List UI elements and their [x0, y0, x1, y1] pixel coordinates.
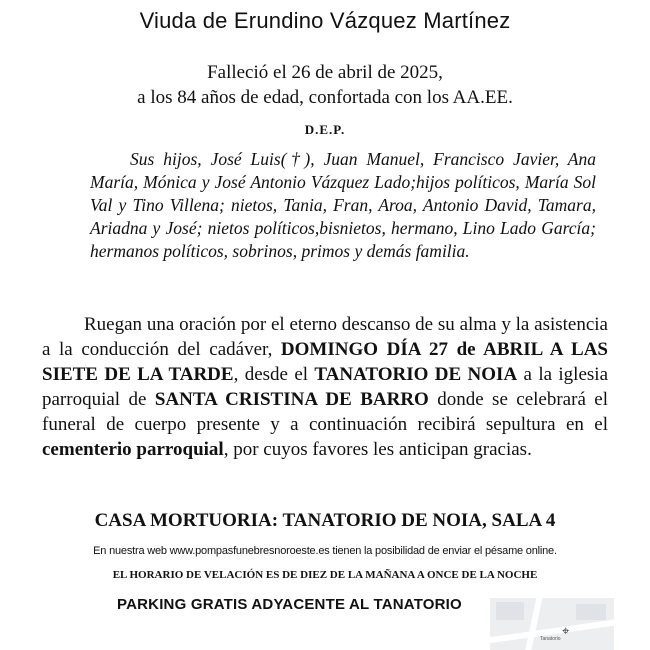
location-map: [490, 598, 614, 650]
prayer-cemetery: cementerio parroquial: [42, 439, 224, 460]
prayer-text-2: , desde el: [233, 364, 315, 385]
prayer-date-time: DOMINGO DÍA 27 de ABRIL A LAS SIETE DE LA TARDE: [42, 339, 608, 385]
death-notice: [0, 60, 650, 110]
parking-note: PARKING GRATIS ADYACENTE AL TANATORIO: [117, 596, 462, 613]
casa-mortuoria: CASA MORTUORIA: TANATORIO DE NOIA, SALA 4: [94, 510, 556, 531]
dep-label: D.E.P.: [304, 122, 346, 137]
prayer-text-3: a la iglesia parroquial de: [42, 364, 609, 410]
prayer-paragraph: [42, 312, 608, 462]
prayer-tanatorio: TANATORIO DE NOIA: [314, 364, 518, 385]
prayer-text-5: , por cuyos favores les anticipan gracias.: [223, 439, 532, 460]
map-pin-icon: ⌖: [562, 624, 570, 639]
prayer-text-4: donde se celebrará el funeral de cuerpo presente y a continuación recibirá sepultura en el: [42, 389, 608, 435]
death-date-line: Falleció el 26 de abril de 2025,: [207, 62, 443, 83]
viewing-hours: EL HORARIO DE VELACIÓN ES DE DIEZ DE LA MAÑANA A ONCE DE LA NOCHE: [112, 569, 538, 581]
widow-of-line: Viuda de Erundino Vázquez Martínez: [139, 8, 511, 33]
map-label: Tanatorio: [540, 636, 561, 642]
map-road: [522, 598, 545, 650]
web-condolence-note: En nuestra web www.pompasfunebresnoroeste.es tienen la posibilidad de enviar el pésame online.: [93, 545, 557, 557]
map-block: [576, 604, 606, 620]
family-list: Sus hijos, José Luis(†), Juan Manuel, Francisco Javier, Ana María, Mónica y José Antonio Vázquez Lado;hijos políticos, María Sol Val y Tino Villena; nietos, Tania, Fran, Aroa, Antonio David, Tamara, Ariadna y José; nietos políticos,bisnietos, hermano, Lino Lado García; hermanos políticos, sobrinos, primos y demás familia.: [90, 149, 596, 261]
prayer-text-1: Ruegan una oración por el eterno descanso de su alma y la asistencia a la conducción del cadáver,: [42, 314, 608, 360]
death-age-line: a los 84 años de edad, confortada con los AA.EE.: [137, 87, 513, 108]
prayer-church: SANTA CRISTINA DE BARRO: [154, 389, 429, 410]
map-block: [496, 602, 524, 620]
